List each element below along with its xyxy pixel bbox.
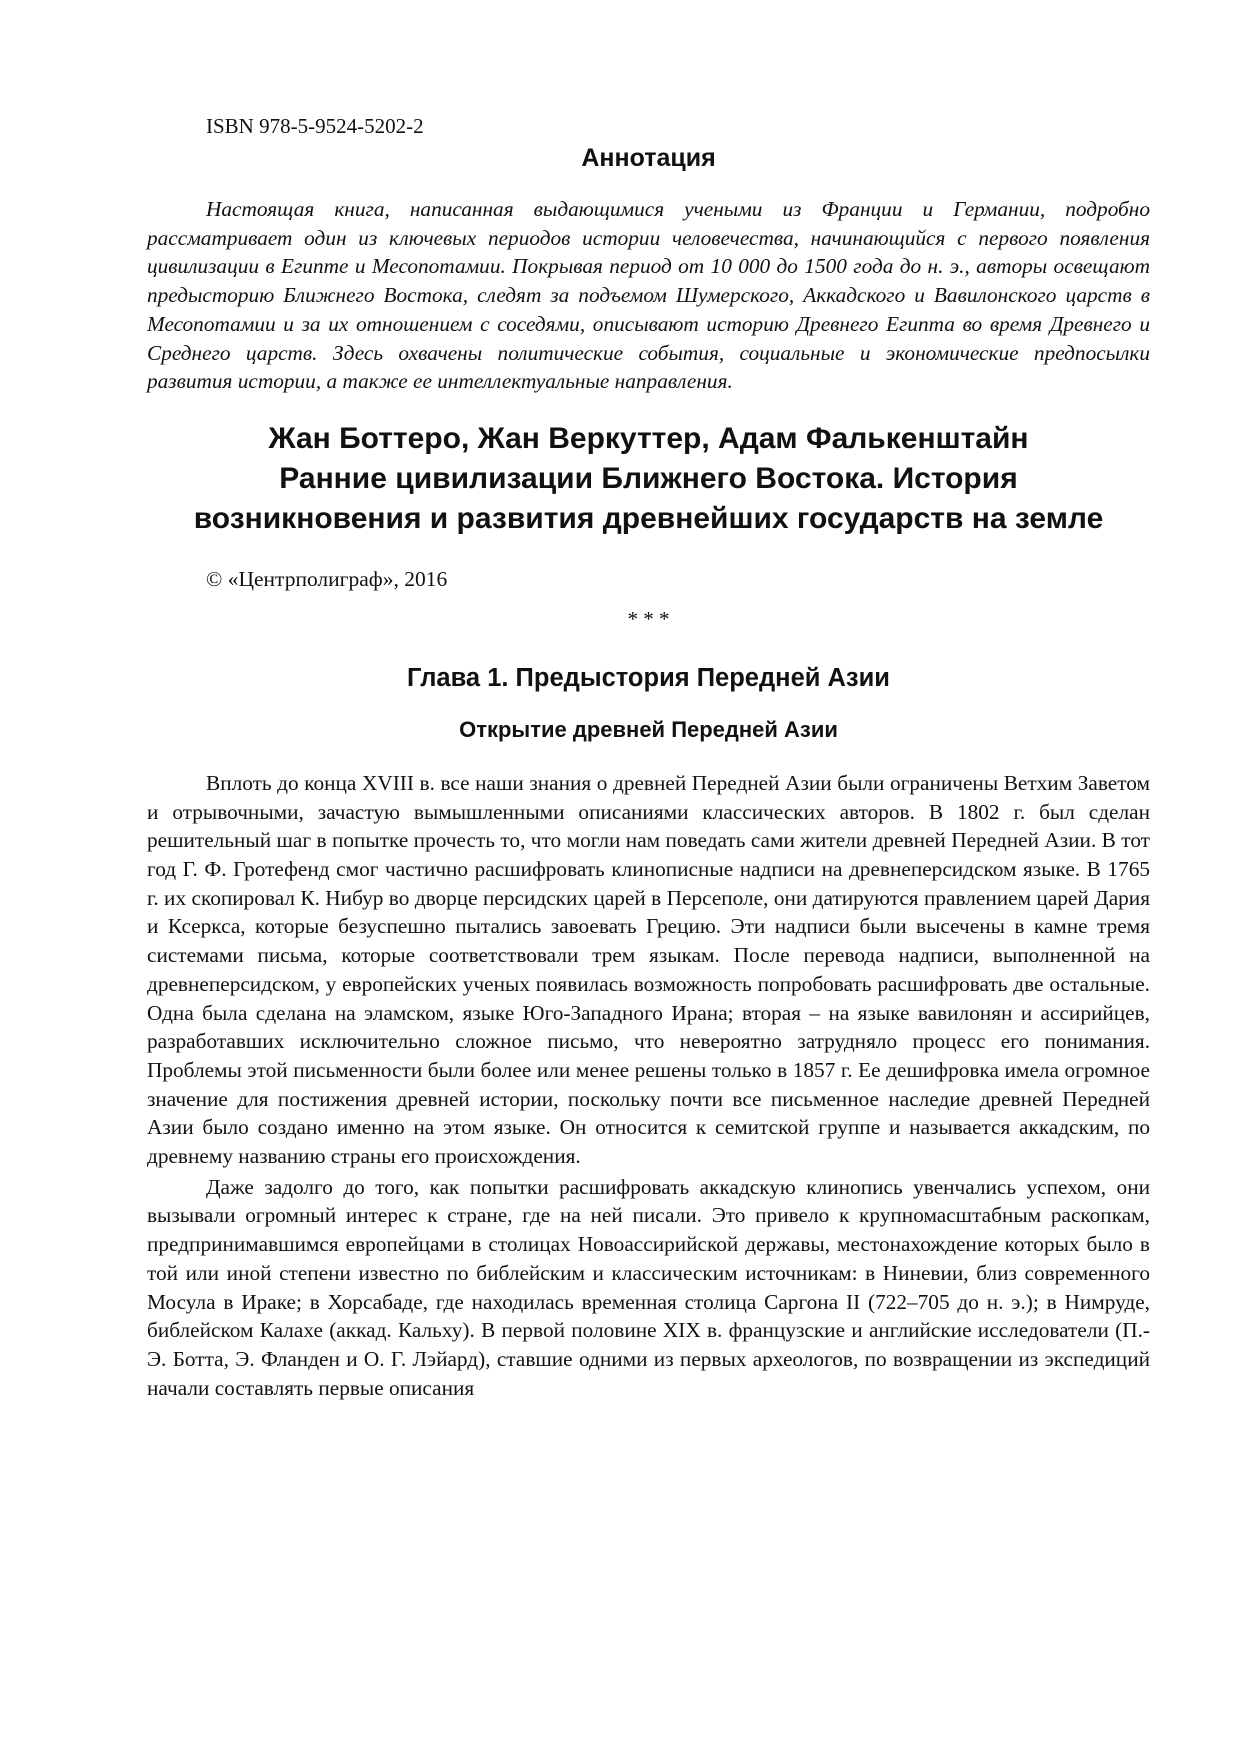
body-paragraph: Вплоть до конца XVIII в. все наши знания о древней Передней Азии были ограничены Ветхим Заветом и отрывочными, зачастую вымышленными описаниями классических авторов. В 1802 г. был сделан решительный шаг в попытке прочесть то, что могли нам поведать сами жители древней Передней Азии. В тот год Г. Ф. Гротефенд смог частично расшифровать клинописные надписи на древнеперсидском языке. В 1765 г. их скопировал К. Нибур во дворце персидских царей в Персеполе, они датируются правлением царей Дария и Ксеркса, которые безуспешно пытались завоевать Грецию. Эти надписи были высечены в камне тремя системами письма, которые соответствовали трем языкам. После перевода надписи, выполненной на древнеперсидском, у европейских ученых появилась возможность попробовать расшифровать две остальные. Одна была сделана на эламском, языке Юго-Западного Ирана; вторая – на языке вавилонян и ассирийцев, разработавших исключительно сложное письмо, что невероятно затрудняло процесс его понимания. Проблемы этой письменности были более или менее решены только в 1857 г. Ее дешифровка имела огромное значение для постижения древней истории, поскольку почти все письменное наследие древней Передней Азии было создано именно на этом языке. Он относится к семитской группе и называется аккадским, по древнему названию страны его происхождения. [147,770,1150,1169]
book-title: Ранние цивилизации Ближнего Востока. История возникновения и развития древнейших государств на земле [193,461,1104,535]
annotation-text: Настоящая книга, написанная выдающимися учеными из Франции и Германии, подробно рассматривает один из ключевых периодов истории человечества, начинающийся с первого появления цивилизации в Египте и Месопотамии. Покрывая период от 10 000 до 1500 года до н. э., авторы освещают предысторию Ближнего Востока, следят за подъемом Шумерского, Аккадского и Вавилонского царств в Месопотамии и за их отношением с соседями, описывают историю Древнего Египта во время Древнего и Среднего царств. Здесь охвачены политические события, социальные и экономические предпосылки развития истории, а также ее интеллектуальные направления. [147,197,1150,394]
document-page [147,112,1150,1404]
book-title-block [147,419,1150,539]
copyright-line: © «Центрполиграф», 2016 [206,566,448,591]
book-authors: Жан Боттеро, Жан Веркуттер, Адам Фалькенштайн [268,421,1029,455]
section-separator: * * * [627,606,670,631]
chapter-heading: Глава 1. Предыстория Передней Азии [407,663,890,692]
section-heading: Открытие древней Передней Азии [459,716,838,742]
isbn-line: ISBN 978-5-9524-5202-2 [206,114,424,138]
body-paragraph: Даже задолго до того, как попытки расшифровать аккадскую клинопись увенчались успехом, они вызывали огромный интерес к стране, где на ней писали. Это привело к крупномасштабным раскопкам, предпринимавшимся европейцами в столицах Новоассирийской державы, местонахождение которых было в той или иной степени известно по библейским и классическим источникам: в Ниневии, близ современного Мосула в Ираке; в Хорсабаде, где находилась временная столица Саргона II (722–705 до н. э.); в Нимруде, библейском Калахе (аккад. Кальху). В первой половине XIX в. французские и английские исследователи (П.-Э. Ботта, Э. Фланден и О. Г. Лэйард), ставшие одними из первых археологов, по возвращении из экспедиций начали составлять первые описания [147,1174,1150,1400]
annotation-heading: Аннотация [581,144,716,172]
